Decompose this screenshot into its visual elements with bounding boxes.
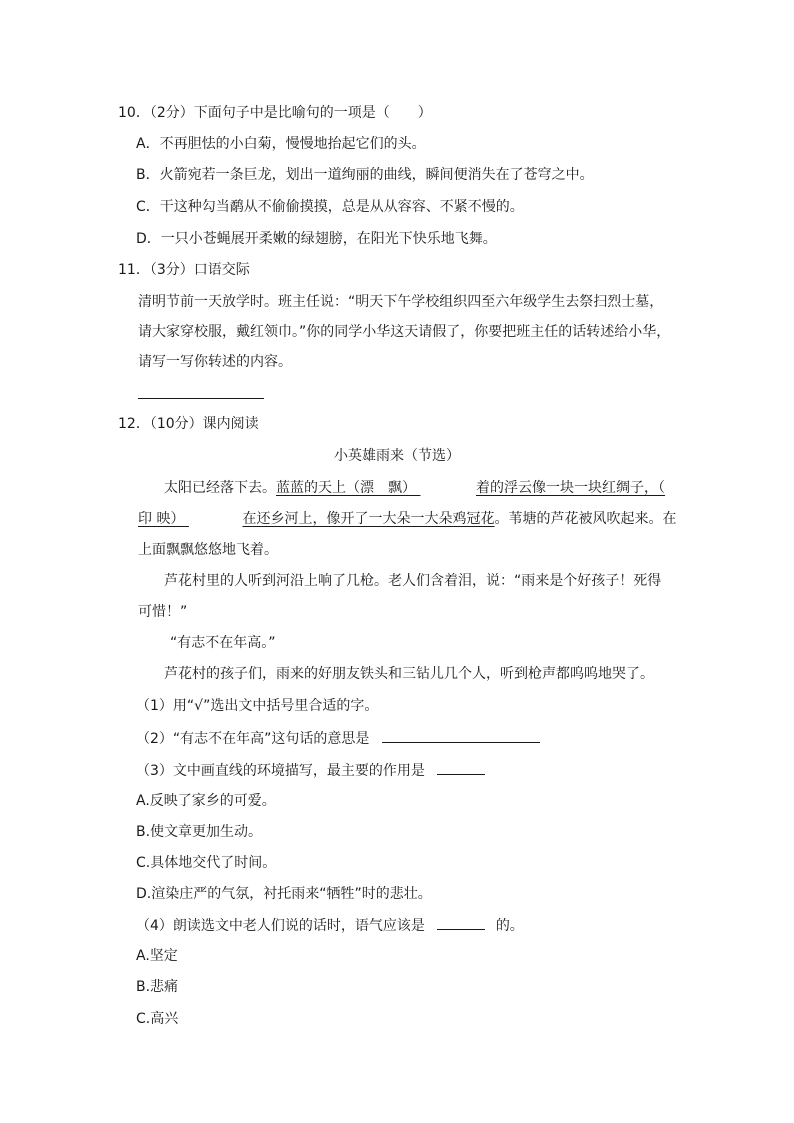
passage-p1-underlined-a: 蓝蓝的天上（漂 飘） bbox=[276, 480, 416, 496]
sub-question-4 bbox=[136, 915, 524, 936]
passage-p1-underlined-c: 印 映） bbox=[138, 511, 185, 527]
q11-answer-line[interactable] bbox=[138, 398, 264, 399]
sub4-option-c: C.高兴 bbox=[136, 1011, 179, 1027]
passage-p2-line-2: 可惜！” bbox=[138, 604, 188, 620]
q10-option-c: C．干这种勾当鹬从不偷偷摸摸，总是从从容容、不紧不慢的。 bbox=[136, 199, 524, 215]
sub4-option-a: A.坚定 bbox=[136, 948, 178, 964]
q11-line-1: 清明节前一天放学时。班主任说：“明天下午学校组织四至六年级学生去祭扫烈士墓， bbox=[138, 294, 664, 310]
sub3-option-b: B.使文章更加生动。 bbox=[136, 824, 263, 840]
sub-question-4-answer-blank[interactable] bbox=[437, 915, 485, 930]
passage-p1-text-a: 太阳已经落下去。 bbox=[164, 480, 276, 496]
passage-p4: 芦花村的孩子们，雨来的好朋友铁头和三钻儿几个人，听到枪声都呜呜地哭了。 bbox=[164, 666, 654, 682]
sub-question-3-text: （3）文中画直线的环境描写，最主要的作用是 bbox=[136, 763, 425, 779]
sub-question-3-answer-blank[interactable] bbox=[437, 760, 485, 775]
passage-p2-line-1: 芦花村里的人听到河沿上响了几枪。老人们含着泪，说：“雨来是个好孩子！死得 bbox=[164, 573, 662, 589]
sub-question-2 bbox=[136, 728, 540, 749]
q10-stem: 10．（2分）下面句子中是比喻句的一项是（ ） bbox=[118, 105, 432, 121]
choice-blank-1[interactable] bbox=[416, 478, 476, 498]
sub-question-4-suffix: 的。 bbox=[495, 918, 524, 934]
sub3-option-c: C.具体地交代了时间。 bbox=[136, 855, 277, 871]
passage-title: 小英雄雨来（节选） bbox=[334, 448, 460, 464]
q11-line-3: 请写一写你转述的内容。 bbox=[138, 354, 292, 370]
sub-question-2-text: （2）“有志不在年高”这句话的意思是 bbox=[136, 731, 370, 747]
sub3-option-a: A.反映了家乡的可爱。 bbox=[136, 793, 276, 809]
sub-question-2-answer-blank[interactable] bbox=[382, 728, 540, 743]
sub4-option-b: B.悲痛 bbox=[136, 979, 179, 995]
q10-option-a: A．不再胆怯的小白菊，慢慢地抬起它们的头。 bbox=[136, 136, 426, 152]
choice-blank-2[interactable] bbox=[184, 509, 242, 529]
q12-stem: 12．（10分）课内阅读 bbox=[118, 416, 259, 432]
sub-question-4-text: （4）朗读选文中老人们说的话时，语气应该是 bbox=[136, 918, 425, 934]
passage-p1-line-3: 上面飘飘悠悠地飞着。 bbox=[138, 542, 278, 558]
q10-option-d: D．一只小苍蝇展开柔嫩的绿翅膀，在阳光下快乐地飞舞。 bbox=[136, 231, 497, 247]
sub3-option-d: D.渲染庄严的气氛，衬托雨来“牺牲”时的悲壮。 bbox=[136, 886, 432, 902]
passage-p1-line-1 bbox=[164, 478, 665, 498]
q10-option-b: B．火箭宛若一条巨龙，划出一道绚丽的曲线，瞬间便消失在了苍穹之中。 bbox=[136, 167, 594, 183]
passage-p1-line-2 bbox=[138, 509, 676, 529]
passage-p1-text-b: 。苇塘的芦花被风吹起来。在 bbox=[494, 511, 677, 527]
passage-p1-underlined-b: 着的浮云像一块一块红绸子，（ bbox=[476, 480, 665, 496]
passage-p3: “有志不在年高。” bbox=[170, 635, 276, 651]
q11-stem: 11．（3分）口语交际 bbox=[118, 262, 250, 278]
sub-question-3 bbox=[136, 760, 485, 781]
passage-p1-underlined-d: 在还乡河上，像开了一大朵一大朵鸡冠花 bbox=[242, 511, 495, 527]
q11-line-2: 请大家穿校服，戴红领巾。”你的同学小华这天请假了，你要把班主任的话转述给小华， bbox=[138, 324, 671, 340]
sub-question-1: （1）用“√”选出文中括号里合适的字。 bbox=[136, 698, 379, 714]
